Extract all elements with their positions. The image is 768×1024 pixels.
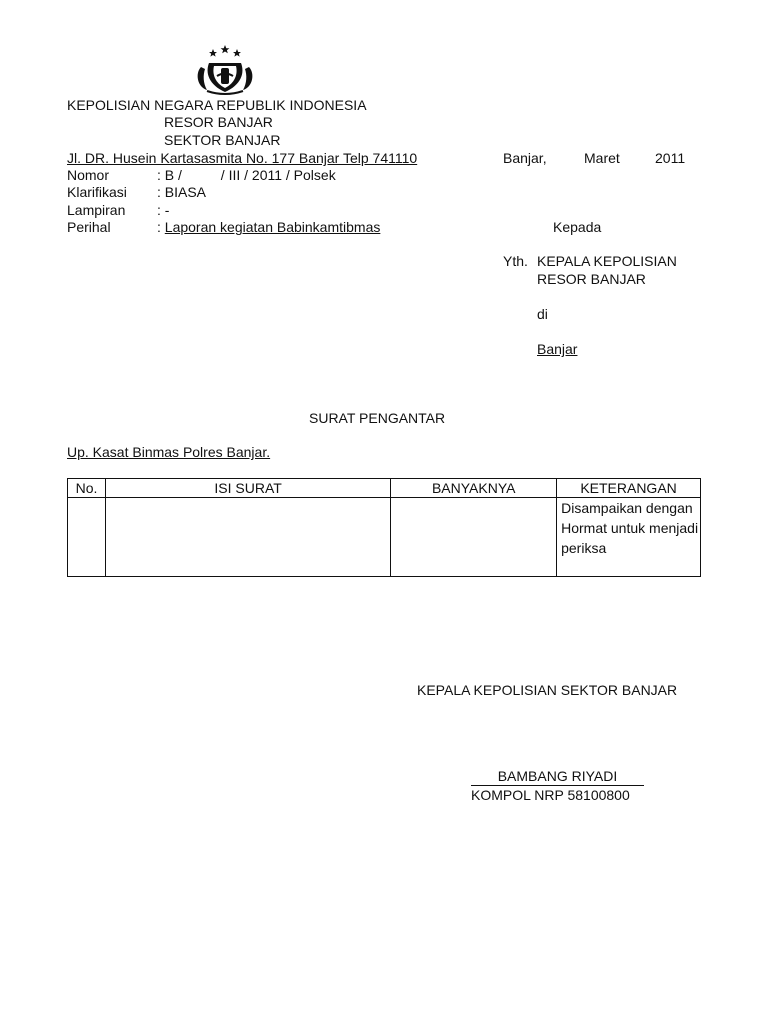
perihal-prefix: : [157, 219, 165, 235]
signature-rank: KOMPOL NRP 58100800 [471, 787, 630, 803]
date-place: Banjar, [503, 150, 547, 166]
header-institution: KEPOLISIAN NEGARA REPUBLIK INDONESIA [67, 97, 367, 113]
header-resor: RESOR BANJAR [164, 114, 273, 130]
meta-label-klarifikasi: Klarifikasi [67, 184, 127, 200]
recipient-di: di [537, 306, 548, 322]
meta-label-perihal: Perihal [67, 219, 111, 235]
meta-value-klarifikasi: : BIASA [157, 184, 207, 200]
meta-value-perihal [157, 218, 380, 236]
recipient-city: Banjar [537, 341, 578, 357]
recipient-yth: Yth. [503, 253, 528, 269]
date-month: Maret [584, 150, 620, 166]
document-title: SURAT PENGANTAR [309, 410, 446, 426]
col-header-keterangan: KETERANGAN [557, 479, 701, 498]
cell-keterangan: Disampaikan dengan Hormat untuk menjadi periksa [557, 498, 701, 577]
header-address: Jl. DR. Husein Kartasasmita No. 177 Banjar Telp 741110 [67, 150, 418, 166]
table-header-row [68, 479, 701, 498]
header-sektor: SEKTOR BANJAR [164, 132, 281, 148]
cell-isi-surat [105, 498, 390, 577]
recipient-kepada: Kepada [553, 219, 602, 235]
table-row [68, 498, 701, 577]
recipient-line1: KEPALA KEPOLISIAN [537, 253, 677, 269]
date-year: 2011 [655, 150, 686, 166]
perihal-subject: Laporan kegiatan Babinkamtibmas [164, 219, 381, 235]
letter-table [67, 478, 701, 577]
attention-line: Up. Kasat Binmas Polres Banjar. [67, 444, 271, 460]
signature-position: KEPALA KEPOLISIAN SEKTOR BANJAR [417, 682, 678, 698]
meta-value-nomor: : B / / III / 2011 / Polsek [157, 167, 336, 183]
recipient-line2: RESOR BANJAR [537, 271, 646, 287]
meta-value-lampiran: : - [157, 202, 170, 218]
meta-label-lampiran: Lampiran [67, 202, 126, 218]
col-header-banyaknya: BANYAKNYA [391, 479, 557, 498]
meta-label-nomor: Nomor [67, 167, 110, 183]
col-header-no: No. [68, 479, 106, 498]
signature-name: BAMBANG RIYADI [471, 768, 644, 786]
cell-banyaknya [391, 498, 557, 577]
cell-no [68, 498, 106, 577]
col-header-isi-surat: ISI SURAT [105, 479, 390, 498]
police-emblem-icon [191, 43, 259, 95]
